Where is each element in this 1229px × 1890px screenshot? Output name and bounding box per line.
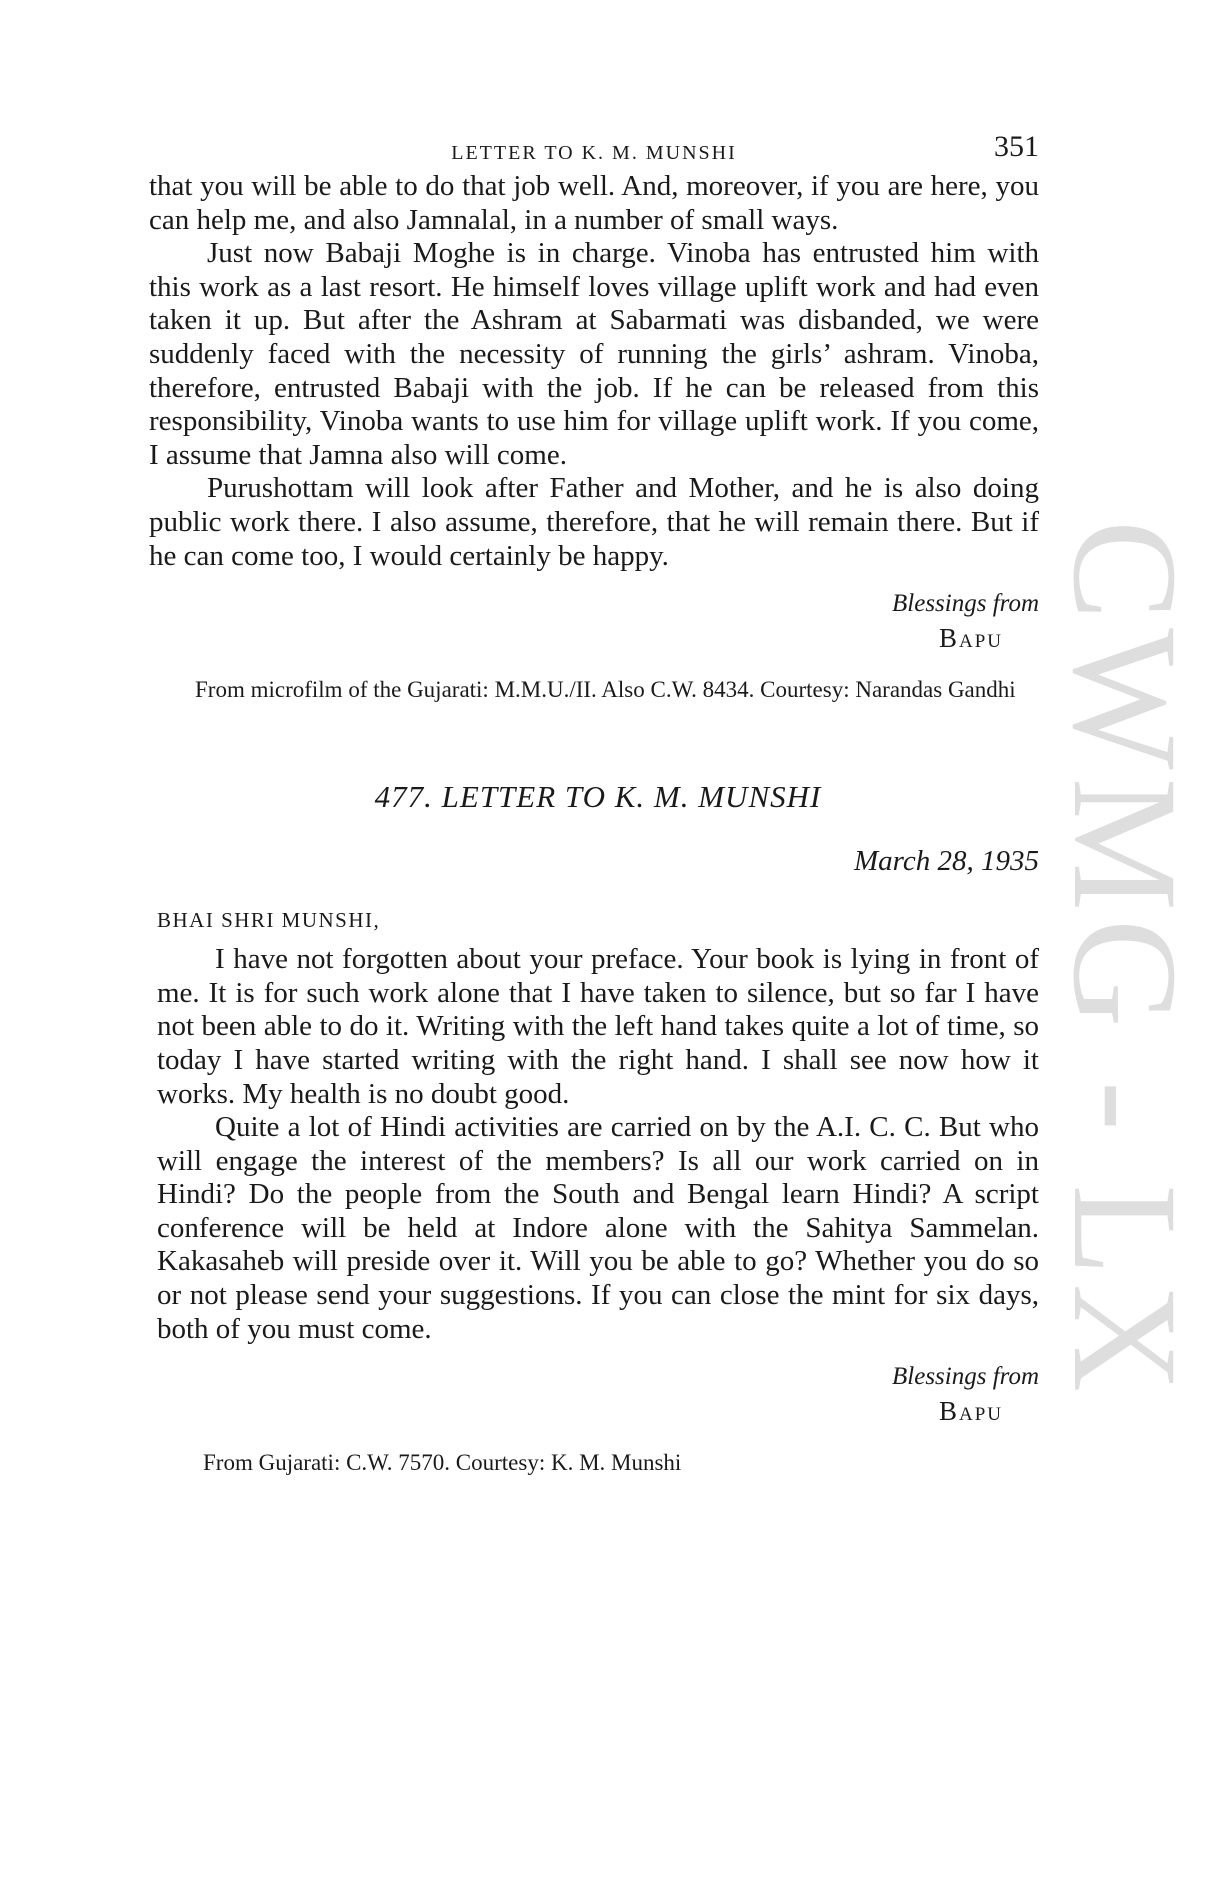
watermark [1030, 520, 1208, 1401]
blessing-line: Blessings from [892, 1363, 1039, 1391]
paragraph: Quite a lot of Hindi activities are carried on by the A.I. C. C. But who will engage the interest of the members? Is all our work carried on in Hindi? Do the people from the South and Bengal learn Hindi? A script conference will be held at Indore alone with the Sahitya Sammelan. Kakasaheb will preside over it. Will you be able to go? Whether you do so or not please send your suggestions. If you can close the mint for six days, both of you must come. [157, 1111, 1039, 1345]
signature: Bapu [938, 1396, 1003, 1427]
running-header [149, 130, 1039, 170]
salutation: BHAI SHRI MUNSHI, [157, 908, 381, 933]
letter-date: March 28, 1935 [854, 845, 1039, 878]
blessing-line: Blessings from [892, 590, 1039, 618]
page-number: 351 [994, 130, 1039, 163]
paragraph: Just now Babaji Moghe is in charge. Vinoba has entrusted him with this work as a last resort. He himself loves village uplift work and had even taken it up. But after the Ashram at Sabarmati was disbanded, we were suddenly faced with the necessity of running the girls’ ashram. Vinoba, therefore, entrusted Babaji with the job. If he can be released from this responsibility, Vinoba wants to use him for village uplift work. If you come, I assume that Jamna also will come. [149, 237, 1039, 471]
source-note: From Gujarati: C.W. 7570. Courtesy: K. M. Munshi [203, 1450, 682, 1476]
watermark-text: CWMG - LX [1042, 520, 1208, 1401]
page [149, 130, 1039, 1480]
signature-block [149, 587, 1039, 655]
paragraph: that you will be able to do that job well. And, moreover, if you are here, you can help me, and also Jamnalal, in a number of small ways. [149, 170, 1039, 236]
letter-477 [157, 777, 1039, 1480]
paragraph: Purushottam will look after Father and Mother, and he is also doing public work there. I also assume, therefore, that he will remain there. But if he can come too, I would certainly be happy. [149, 472, 1039, 572]
source-note: From microfilm of the Gujarati: M.M.U./II. Also C.W. 8434. Courtesy: Narandas Gandhi [195, 677, 1016, 703]
running-title: LETTER TO K. M. MUNSHI [451, 142, 737, 164]
signature-block [157, 1360, 1039, 1428]
paragraph: I have not forgotten about your preface. Your book is lying in front of me. It is for such work alone that I have taken to silence, but so far I have not been able to do it. Writing with the left hand takes quite a lot of time, so today I have started writing with the right hand. I shall see now how it works. My health is no doubt good. [157, 943, 1039, 1110]
continued-letter [149, 170, 1039, 707]
signature: Bapu [938, 623, 1003, 654]
letter-title: 477. LETTER TO K. M. MUNSHI [374, 779, 822, 815]
